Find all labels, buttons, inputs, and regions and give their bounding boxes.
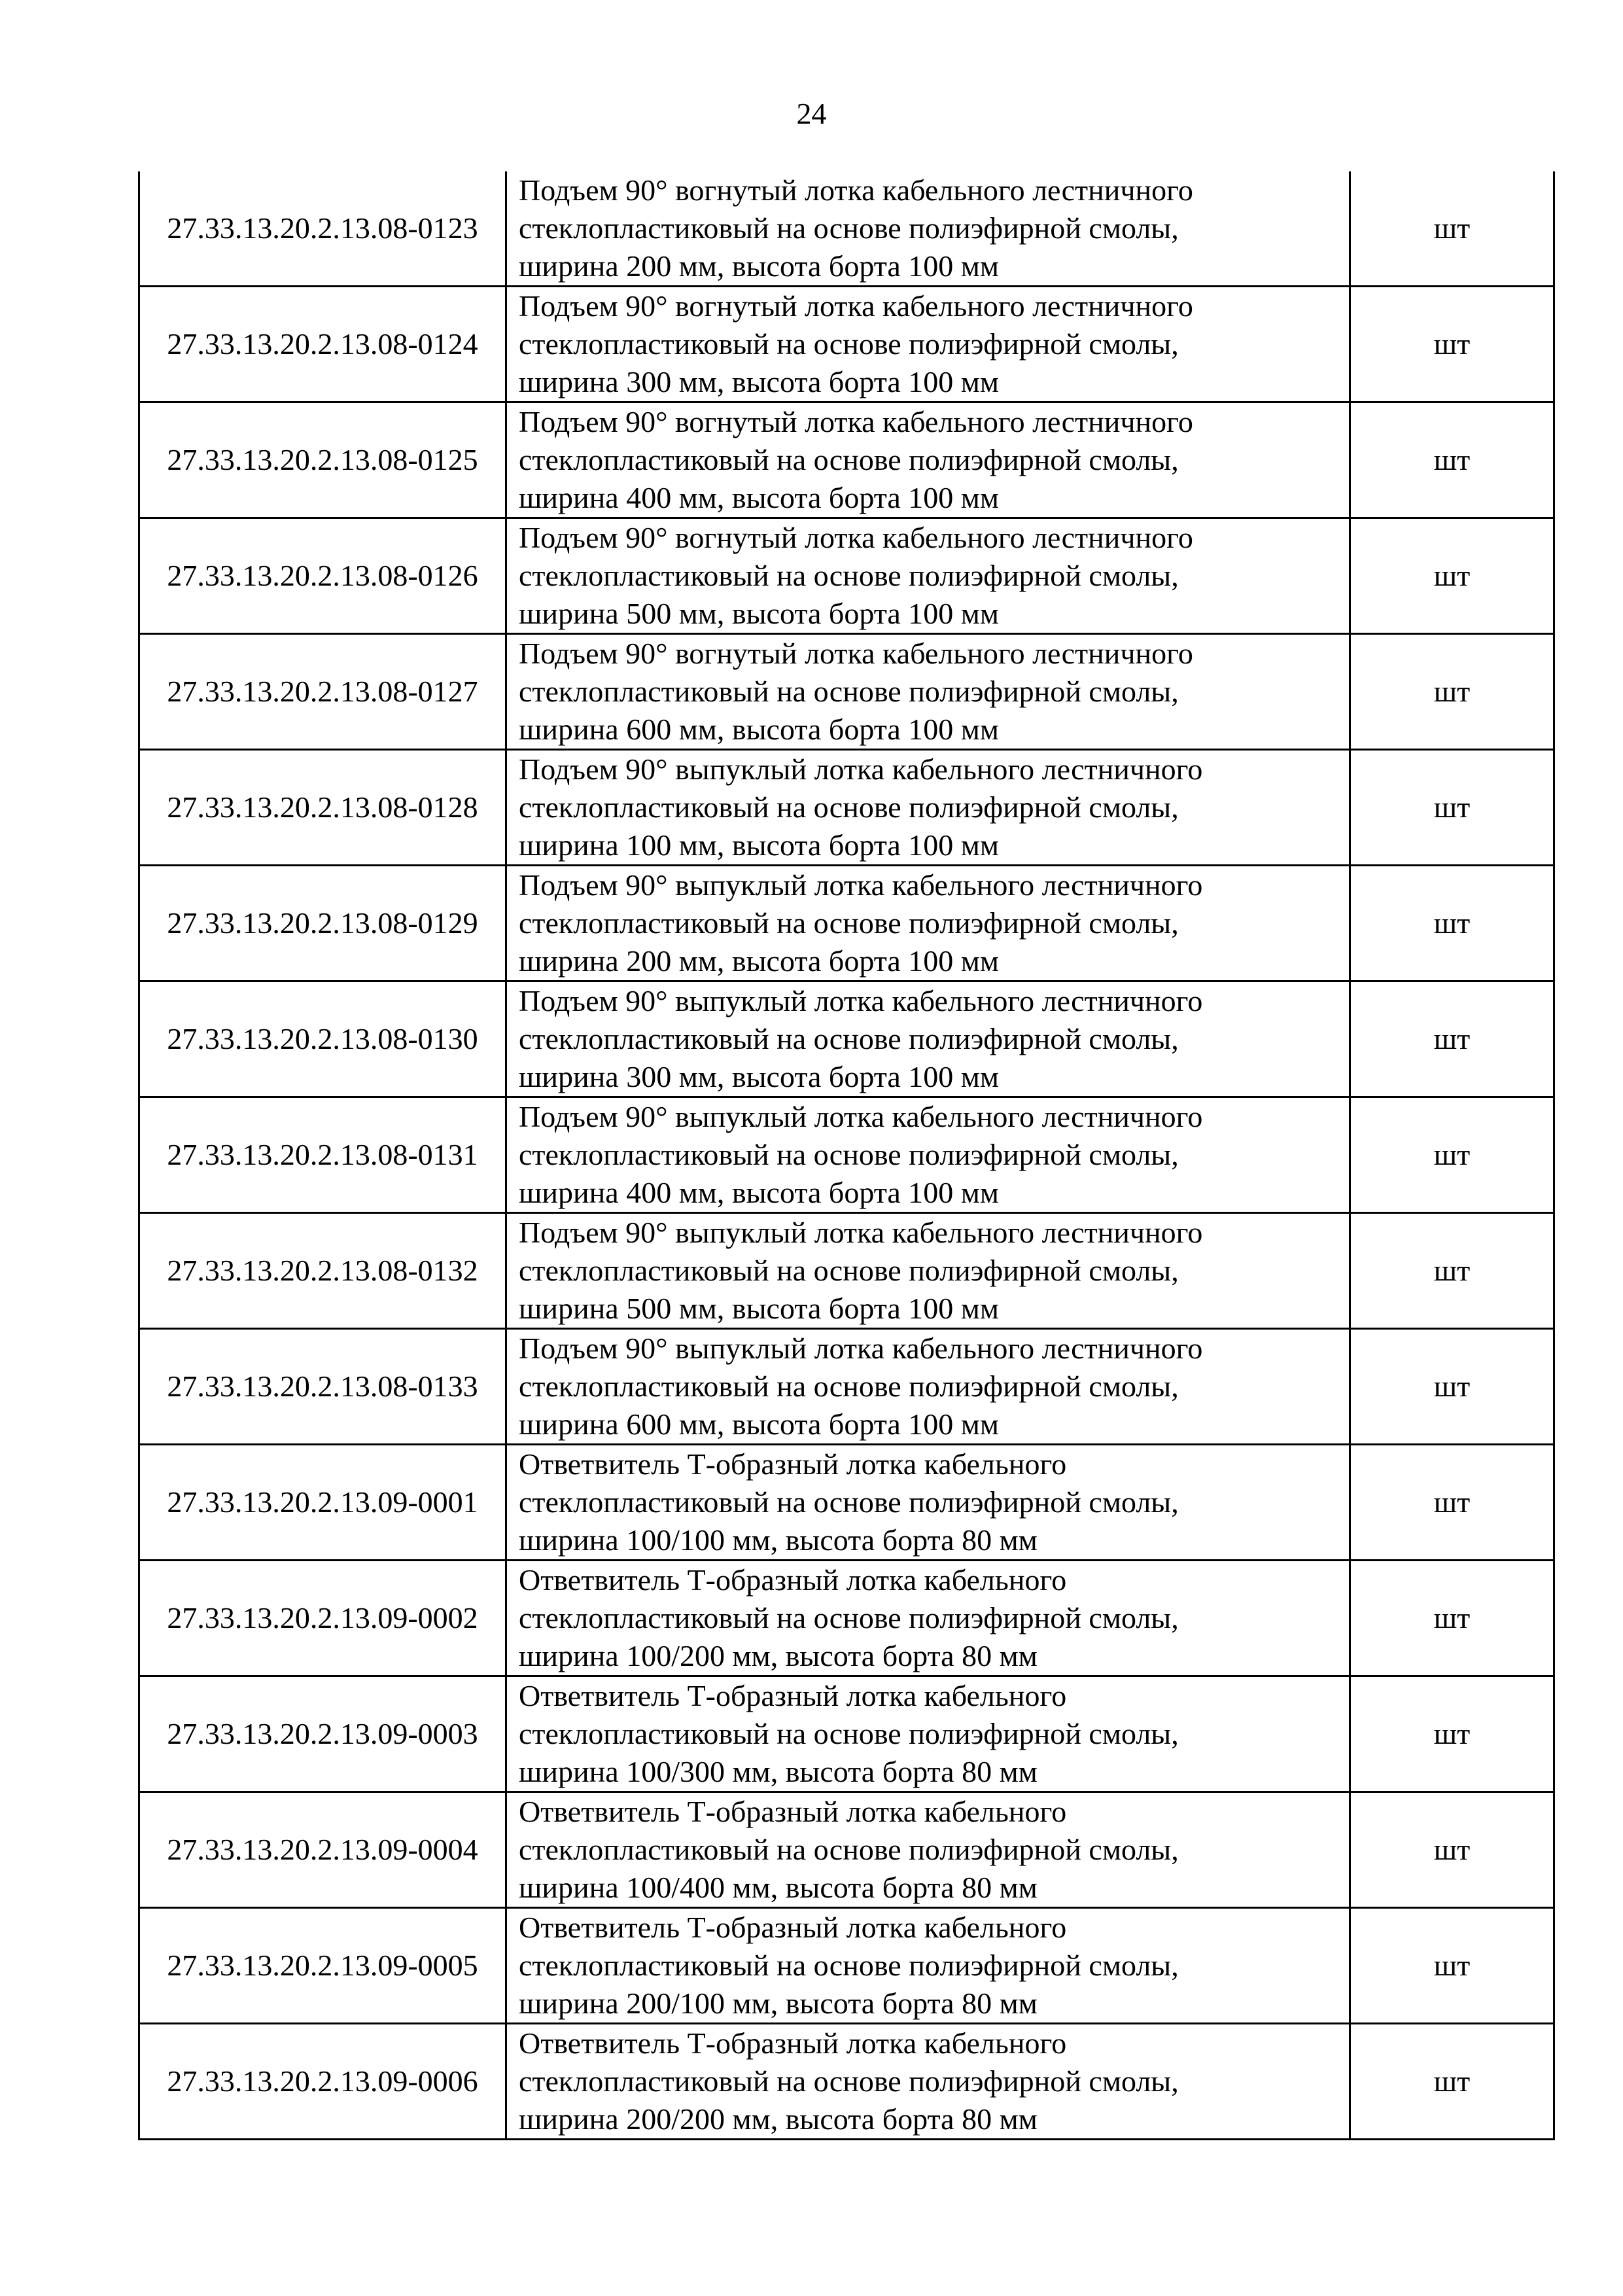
unit-cell: шт [1350,1329,1554,1445]
description-line: стеклопластиковый на основе полиэфирной смолы, [519,443,1179,476]
description-line: стеклопластиковый на основе полиэфирной смолы, [519,1254,1179,1287]
description-cell [506,1676,1350,1792]
description-cell [506,866,1350,981]
description-line: Подъем 90° вогнутый лотка кабельного лестничного [519,289,1193,323]
description-line: Ответвитель Т-образный лотка кабельного [519,1679,1067,1712]
description-line: ширина 200 мм, высота борта 100 мм [519,944,1000,978]
unit-cell: шт [1350,402,1554,518]
description-line: стеклопластиковый на основе полиэфирной смолы, [519,327,1179,361]
unit-cell: шт [1350,1908,1554,2024]
description-cell [506,2024,1350,2140]
table-row [139,518,1554,634]
description-line: стеклопластиковый на основе полиэфирной смолы, [519,1949,1179,1982]
table-row [139,1908,1554,2024]
description-line: Ответвитель Т-образный лотка кабельного [519,1911,1067,1944]
unit-cell: шт [1350,1213,1554,1329]
description-cell [506,1097,1350,1213]
unit-cell: шт [1350,1676,1554,1792]
code-cell: 27.33.13.20.2.13.08-0133 [139,1329,506,1445]
description-line: ширина 400 мм, высота борта 100 мм [519,1176,1000,1209]
table-row [139,1213,1554,1329]
table-row [139,1329,1554,1445]
page-number: 24 [796,97,827,130]
description-line: стеклопластиковый на основе полиэфирной смолы, [519,675,1179,708]
description-line: Ответвитель Т-образный лотка кабельного [519,1447,1067,1481]
unit-cell: шт [1350,287,1554,402]
description-line: ширина 200/100 мм, высота борта 80 мм [519,1987,1038,2020]
table-row [139,402,1554,518]
code-cell: 27.33.13.20.2.13.08-0127 [139,634,506,750]
unit-cell: шт [1350,1561,1554,1676]
table-row [139,866,1554,981]
description-line: Ответвитель Т-образный лотка кабельного [519,2026,1067,2060]
description-line: стеклопластиковый на основе полиэфирной смолы, [519,1369,1179,1403]
table-row [139,1445,1554,1561]
description-cell [506,1213,1350,1329]
table-row [139,1561,1554,1676]
description-line: ширина 100/200 мм, высота борта 80 мм [519,1639,1038,1672]
table-row [139,634,1554,750]
description-cell [506,171,1350,287]
description-line: ширина 400 мм, высота борта 100 мм [519,481,1000,514]
description-line: Подъем 90° выпуклый лотка кабельного лестничного [519,1216,1203,1249]
description-line: стеклопластиковый на основе полиэфирной смолы, [519,1022,1179,1055]
description-line: Ответвитель Т-образный лотка кабельного [519,1795,1067,1828]
table-row [139,750,1554,866]
description-line: ширина 500 мм, высота борта 100 мм [519,1292,1000,1325]
description-line: ширина 100 мм, высота борта 100 мм [519,828,1000,862]
description-line: Подъем 90° вогнутый лотка кабельного лестничного [519,521,1193,554]
description-line: Подъем 90° вогнутый лотка кабельного лестничного [519,405,1193,438]
description-line: Подъем 90° вогнутый лотка кабельного лестничного [519,637,1193,670]
description-line: Ответвитель Т-образный лотка кабельного [519,1563,1067,1597]
description-line: стеклопластиковый на основе полиэфирной смолы, [519,2064,1179,2098]
description-line: стеклопластиковый на основе полиэфирной смолы, [519,1601,1179,1634]
description-cell [506,634,1350,750]
description-line: Подъем 90° выпуклый лотка кабельного лестничного [519,984,1203,1017]
description-line: Подъем 90° вогнутый лотка кабельного лестничного [519,173,1193,207]
description-line: ширина 600 мм, высота борта 100 мм [519,1407,1000,1441]
unit-cell: шт [1350,2024,1554,2140]
description-cell [506,1792,1350,1908]
unit-cell: шт [1350,634,1554,750]
code-cell: 27.33.13.20.2.13.08-0132 [139,1213,506,1329]
description-line: Подъем 90° выпуклый лотка кабельного лестничного [519,1332,1203,1365]
description-line: Подъем 90° выпуклый лотка кабельного лестничного [519,1100,1203,1133]
unit-cell: шт [1350,750,1554,866]
code-cell: 27.33.13.20.2.13.09-0001 [139,1445,506,1561]
description-line: ширина 100/100 мм, высота борта 80 мм [519,1523,1038,1557]
table-row [139,171,1554,287]
unit-cell: шт [1350,981,1554,1097]
code-cell: 27.33.13.20.2.13.08-0131 [139,1097,506,1213]
code-cell: 27.33.13.20.2.13.08-0129 [139,866,506,981]
description-line: ширина 100/300 мм, высота борта 80 мм [519,1755,1038,1788]
description-cell [506,981,1350,1097]
code-cell: 27.33.13.20.2.13.08-0124 [139,287,506,402]
resource-table [138,171,1555,2140]
description-line: стеклопластиковый на основе полиэфирной смолы, [519,1717,1179,1750]
table-row [139,981,1554,1097]
code-cell: 27.33.13.20.2.13.09-0003 [139,1676,506,1792]
unit-cell: шт [1350,1792,1554,1908]
code-cell: 27.33.13.20.2.13.09-0004 [139,1792,506,1908]
description-line: ширина 100/400 мм, высота борта 80 мм [519,1871,1038,1904]
description-line: ширина 600 мм, высота борта 100 мм [519,713,1000,746]
unit-cell: шт [1350,171,1554,287]
code-cell: 27.33.13.20.2.13.09-0006 [139,2024,506,2140]
description-cell [506,518,1350,634]
code-cell: 27.33.13.20.2.13.08-0125 [139,402,506,518]
description-line: Подъем 90° выпуклый лотка кабельного лестничного [519,868,1203,902]
table-row [139,1676,1554,1792]
description-cell [506,1561,1350,1676]
table-body [139,171,1554,2140]
description-line: стеклопластиковый на основе полиэфирной смолы, [519,1485,1179,1519]
description-cell [506,1329,1350,1445]
code-cell: 27.33.13.20.2.13.09-0005 [139,1908,506,2024]
code-cell: 27.33.13.20.2.13.09-0002 [139,1561,506,1676]
description-cell [506,287,1350,402]
unit-cell: шт [1350,518,1554,634]
table-row [139,1792,1554,1908]
description-cell [506,750,1350,866]
description-line: стеклопластиковый на основе полиэфирной смолы, [519,790,1179,824]
description-line: стеклопластиковый на основе полиэфирной смолы, [519,211,1179,245]
unit-cell: шт [1350,866,1554,981]
unit-cell: шт [1350,1097,1554,1213]
table-row [139,2024,1554,2140]
description-line: стеклопластиковый на основе полиэфирной смолы, [519,1833,1179,1866]
description-line: Подъем 90° выпуклый лотка кабельного лестничного [519,752,1203,786]
description-line: ширина 200 мм, высота борта 100 мм [519,249,1000,283]
description-line: стеклопластиковый на основе полиэфирной смолы, [519,1138,1179,1171]
description-cell [506,402,1350,518]
code-cell: 27.33.13.20.2.13.08-0130 [139,981,506,1097]
table-row [139,287,1554,402]
code-cell: 27.33.13.20.2.13.08-0128 [139,750,506,866]
unit-cell: шт [1350,1445,1554,1561]
table-row [139,1097,1554,1213]
code-cell: 27.33.13.20.2.13.08-0123 [139,171,506,287]
code-cell: 27.33.13.20.2.13.08-0126 [139,518,506,634]
description-line: ширина 300 мм, высота борта 100 мм [519,1060,1000,1093]
description-line: стеклопластиковый на основе полиэфирной смолы, [519,906,1179,940]
description-line: ширина 200/200 мм, высота борта 80 мм [519,2102,1038,2136]
description-line: стеклопластиковый на основе полиэфирной смолы, [519,559,1179,592]
description-line: ширина 500 мм, высота борта 100 мм [519,597,1000,630]
description-cell [506,1908,1350,2024]
description-cell [506,1445,1350,1561]
description-line: ширина 300 мм, высота борта 100 мм [519,365,1000,398]
